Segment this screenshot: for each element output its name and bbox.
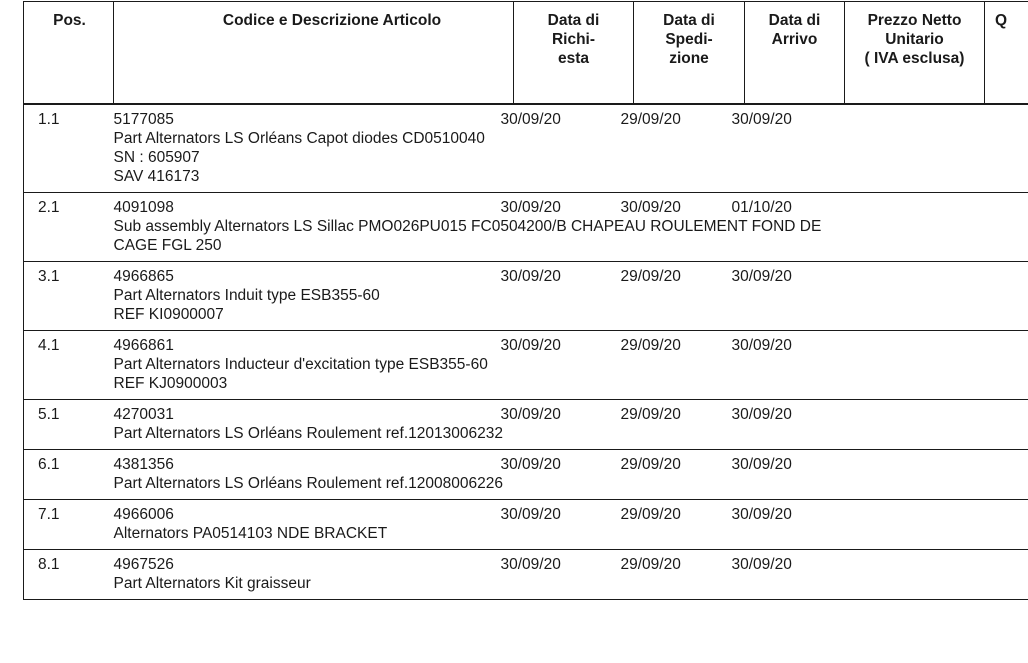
- row-pos: 8.1: [24, 549, 114, 599]
- arrival-date: 01/10/20: [731, 198, 792, 216]
- row-content: [114, 549, 1028, 599]
- ship-date: 29/09/20: [620, 267, 681, 285]
- article-code: 4966861: [113, 336, 174, 354]
- row-pos: 5.1: [24, 399, 114, 449]
- table-row: [24, 499, 1028, 549]
- ship-date: 29/09/20: [620, 336, 681, 354]
- ship-date: 29/09/20: [620, 505, 681, 523]
- arrival-date: 30/09/20: [731, 110, 792, 128]
- arrival-date: 30/09/20: [731, 405, 792, 423]
- article-code: 5177085: [113, 110, 174, 128]
- article-sav: SAV 416173: [113, 167, 200, 185]
- row-pos: 1.1: [24, 104, 114, 193]
- row-content: [114, 104, 1028, 193]
- row-content: [114, 192, 1028, 261]
- article-code: 4091098: [113, 198, 174, 216]
- request-date: 30/09/20: [500, 455, 561, 473]
- row-content: [114, 399, 1028, 449]
- order-items-table: [23, 1, 1028, 600]
- request-date: 30/09/20: [500, 267, 561, 285]
- article-description: Part Alternators LS Orléans Capot diodes CD0510040: [113, 129, 485, 147]
- ship-date: 29/09/20: [620, 455, 681, 473]
- header-description: Codice e Descrizione Articolo: [114, 2, 514, 104]
- row-pos: 3.1: [24, 261, 114, 330]
- article-code: 4966865: [113, 267, 174, 285]
- header-unit-price: Prezzo Netto Unitario ( IVA esclusa): [845, 2, 985, 104]
- table-row: [24, 330, 1028, 399]
- table-row: [24, 549, 1028, 599]
- table-row: [24, 261, 1028, 330]
- article-description-cont: CAGE FGL 250: [113, 236, 222, 254]
- ship-date: 30/09/20: [620, 198, 681, 216]
- row-content: [114, 330, 1028, 399]
- article-ref: REF KI0900007: [113, 305, 224, 323]
- arrival-date: 30/09/20: [731, 336, 792, 354]
- article-description: Part Alternators Induit type ESB355-60: [113, 286, 380, 304]
- arrival-date: 30/09/20: [731, 555, 792, 573]
- request-date: 30/09/20: [500, 555, 561, 573]
- arrival-date: 30/09/20: [731, 505, 792, 523]
- article-code: 4967526: [113, 555, 174, 573]
- request-date: 30/09/20: [500, 405, 561, 423]
- row-content: [114, 261, 1028, 330]
- header-request-date: Data di Richi- esta: [514, 2, 634, 104]
- row-pos: 4.1: [24, 330, 114, 399]
- request-date: 30/09/20: [500, 505, 561, 523]
- header-arrival-date: Data di Arrivo: [745, 2, 845, 104]
- row-pos: 7.1: [24, 499, 114, 549]
- article-code: 4270031: [113, 405, 174, 423]
- article-code: 4966006: [113, 505, 174, 523]
- article-description: Alternators PA0514103 NDE BRACKET: [113, 524, 388, 542]
- article-description: Part Alternators LS Orléans Roulement ref.12013006232: [113, 424, 503, 442]
- row-content: [114, 499, 1028, 549]
- arrival-date: 30/09/20: [731, 455, 792, 473]
- table-header-row: [24, 2, 1028, 104]
- request-date: 30/09/20: [500, 110, 561, 128]
- ship-date: 29/09/20: [620, 110, 681, 128]
- header-ship-date: Data di Spedi- zione: [634, 2, 745, 104]
- table-row: [24, 192, 1028, 261]
- article-ref: REF KJ0900003: [113, 374, 228, 392]
- row-pos: 2.1: [24, 192, 114, 261]
- arrival-date: 30/09/20: [731, 267, 792, 285]
- article-serial: SN : 605907: [113, 148, 200, 166]
- row-pos: 6.1: [24, 449, 114, 499]
- ship-date: 29/09/20: [620, 555, 681, 573]
- table-row: [24, 449, 1028, 499]
- request-date: 30/09/20: [500, 336, 561, 354]
- article-code: 4381356: [113, 455, 174, 473]
- article-description: Part Alternators Inducteur d'excitation type ESB355-60: [113, 355, 488, 373]
- ship-date: 29/09/20: [620, 405, 681, 423]
- request-date: 30/09/20: [500, 198, 561, 216]
- article-description: Part Alternators Kit graisseur: [113, 574, 311, 592]
- article-description: Part Alternators LS Orléans Roulement ref.12008006226: [113, 474, 503, 492]
- table-row: [24, 104, 1028, 193]
- header-pos: Pos.: [24, 2, 114, 104]
- header-extra: Q: [985, 2, 1028, 104]
- table-row: [24, 399, 1028, 449]
- article-description: Sub assembly Alternators LS Sillac PMO026PU015 FC0504200/B CHAPEAU ROULEMENT FOND DE: [113, 217, 822, 235]
- row-content: [114, 449, 1028, 499]
